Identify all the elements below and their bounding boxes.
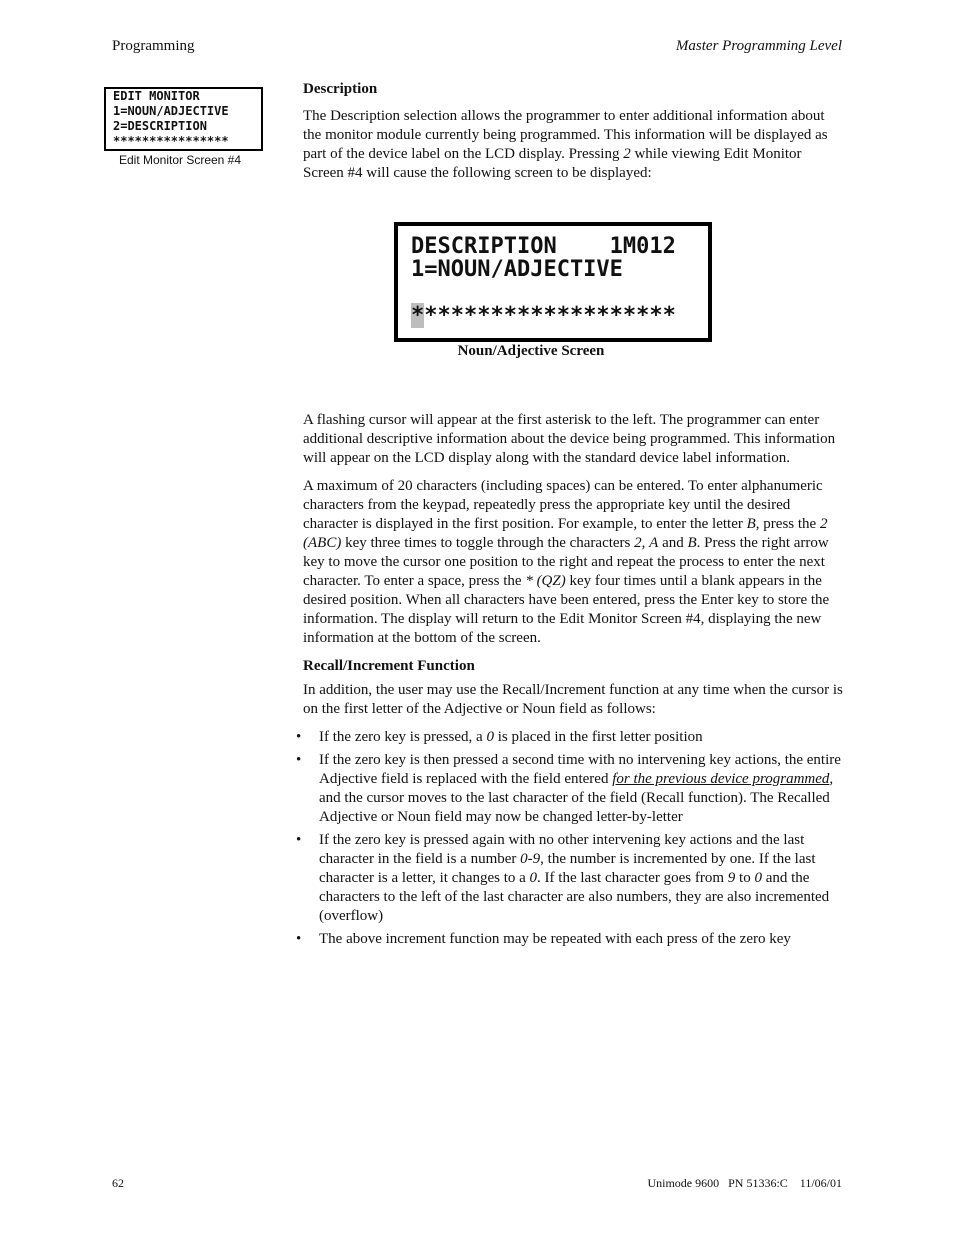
bullet-icon: • [296, 832, 302, 848]
text-span: If the zero key is pressed again with no other intervening key actions and the last character in the field is a number [319, 832, 805, 867]
text-span: and the characters to the left of the last character are also numbers, they are also incremented (overflow) [319, 870, 830, 924]
lcd-line-1: EDIT MONITOR [113, 89, 200, 103]
zero-char: 0 [486, 729, 494, 745]
text-span: . Press the right arrow key to move the cursor one position to the right and repeat the process to enter the next character. To enter a space, press the [303, 535, 829, 589]
text-span: . If the last character goes from [537, 870, 728, 886]
description-section [303, 80, 843, 183]
text-span: If the zero key is then pressed a second time with no intervening key actions, the entire Adjective field is replaced with the field entered [319, 752, 841, 787]
header-right: Master Programming Level [675, 38, 842, 54]
page-number: 62 [112, 1176, 124, 1190]
list-item [296, 930, 843, 949]
range-0-9: 0-9 [520, 851, 541, 867]
previous-device-emphasis: for the previous device programmed [612, 771, 830, 787]
header-left: Programming [112, 38, 195, 54]
lcd-line-3: 2=DESCRIPTION [113, 119, 207, 133]
text-span: and [658, 535, 688, 551]
entry-paragraph [303, 477, 843, 648]
char-2: 2 [634, 535, 642, 551]
lcd-big-line-1: DESCRIPTION 1M012 [411, 234, 676, 259]
bullet-icon: • [296, 729, 302, 745]
cursor-paragraph: A flashing cursor will appear at the first asterisk to the left. The programmer can enter additional descriptive information about the device being programmed. This information will appear on the LCD display along with the standard device label information. [303, 412, 836, 466]
footer-doc-info: Unimode 9600 PN 51336:C 11/06/01 [647, 1176, 842, 1190]
nine-char: 9 [727, 870, 736, 886]
bullet-icon: • [296, 752, 302, 768]
text-span: , press the [755, 516, 820, 532]
recall-intro: In addition, the user may use the Recall/Increment function at any time when the cursor is on the first letter of the Adjective or Noun field as follows: [303, 682, 843, 717]
text-span: If the zero key is pressed, a [319, 729, 487, 745]
text-span: , and the cursor moves to the last character of the field (Recall function). The Recalled Adjective or Noun field may now be changed letter-by-letter [319, 771, 834, 825]
description-paragraph [303, 107, 843, 183]
edit-monitor-caption: Edit Monitor Screen #4 [118, 153, 242, 167]
lcd-line-4: **************** [113, 134, 229, 148]
text-span: is placed in the first letter position [493, 729, 703, 745]
asterisk-field: ******************* [424, 303, 676, 328]
list-item [296, 728, 843, 747]
edit-monitor-lcd [104, 87, 263, 151]
flashing-cursor: * [411, 303, 425, 328]
body-text [296, 411, 843, 953]
noun-adjective-lcd [394, 222, 712, 342]
description-heading: Description [303, 81, 378, 97]
text-span: The above increment function may be repeated with each press of the zero key [319, 931, 791, 947]
text-span: A maximum of 20 characters (including spaces) can be entered. To enter alphanumeric characters from the keypad, repeatedly press the appropriate key until the desired character is displayed in the first position. For example, to enter the letter [303, 478, 823, 532]
char-a: A [649, 535, 659, 551]
text-span: , the number is incremented by one. If the last character is a letter, it changes to a [319, 851, 816, 886]
noun-adjective-caption: Noun/Adjective Screen [457, 343, 605, 359]
key-2abc: 2 (ABC) [303, 516, 828, 551]
list-item [296, 751, 843, 827]
char-b: B [687, 535, 697, 551]
text-span: while viewing Edit Monitor Screen #4 will cause the following screen to be displayed: [303, 146, 802, 181]
text-span: to [735, 870, 755, 886]
zero-char: 0 [754, 870, 762, 886]
bullet-icon: • [296, 931, 302, 947]
list-item [296, 831, 843, 926]
key-qz: * (QZ) [525, 573, 566, 589]
zero-char: 0 [529, 870, 538, 886]
text-span: , [641, 535, 650, 551]
letter-b: B [746, 516, 756, 532]
text-span: The Description selection allows the programmer to enter additional information about the monitor module currently being programmed. This information will be displayed as part of the device label on the LCD display. Pressing [303, 108, 828, 162]
key-2: 2 [623, 146, 631, 162]
lcd-big-line-3 [411, 304, 708, 327]
lcd-line-2: 1=NOUN/ADJECTIVE [113, 104, 229, 118]
lcd-big-line-2: 1=NOUN/ADJECTIVE [411, 257, 623, 282]
recall-bullet-list [296, 728, 843, 949]
text-span: key four times until a blank appears in the desired position. When all characters have been entered, press the Enter key to store the information. The display will return to the Edit Monitor Screen #4, displaying the new information at the bottom of the screen. [303, 573, 830, 646]
recall-heading: Recall/Increment Function [303, 658, 475, 674]
text-span: key three times to toggle through the characters [341, 535, 635, 551]
